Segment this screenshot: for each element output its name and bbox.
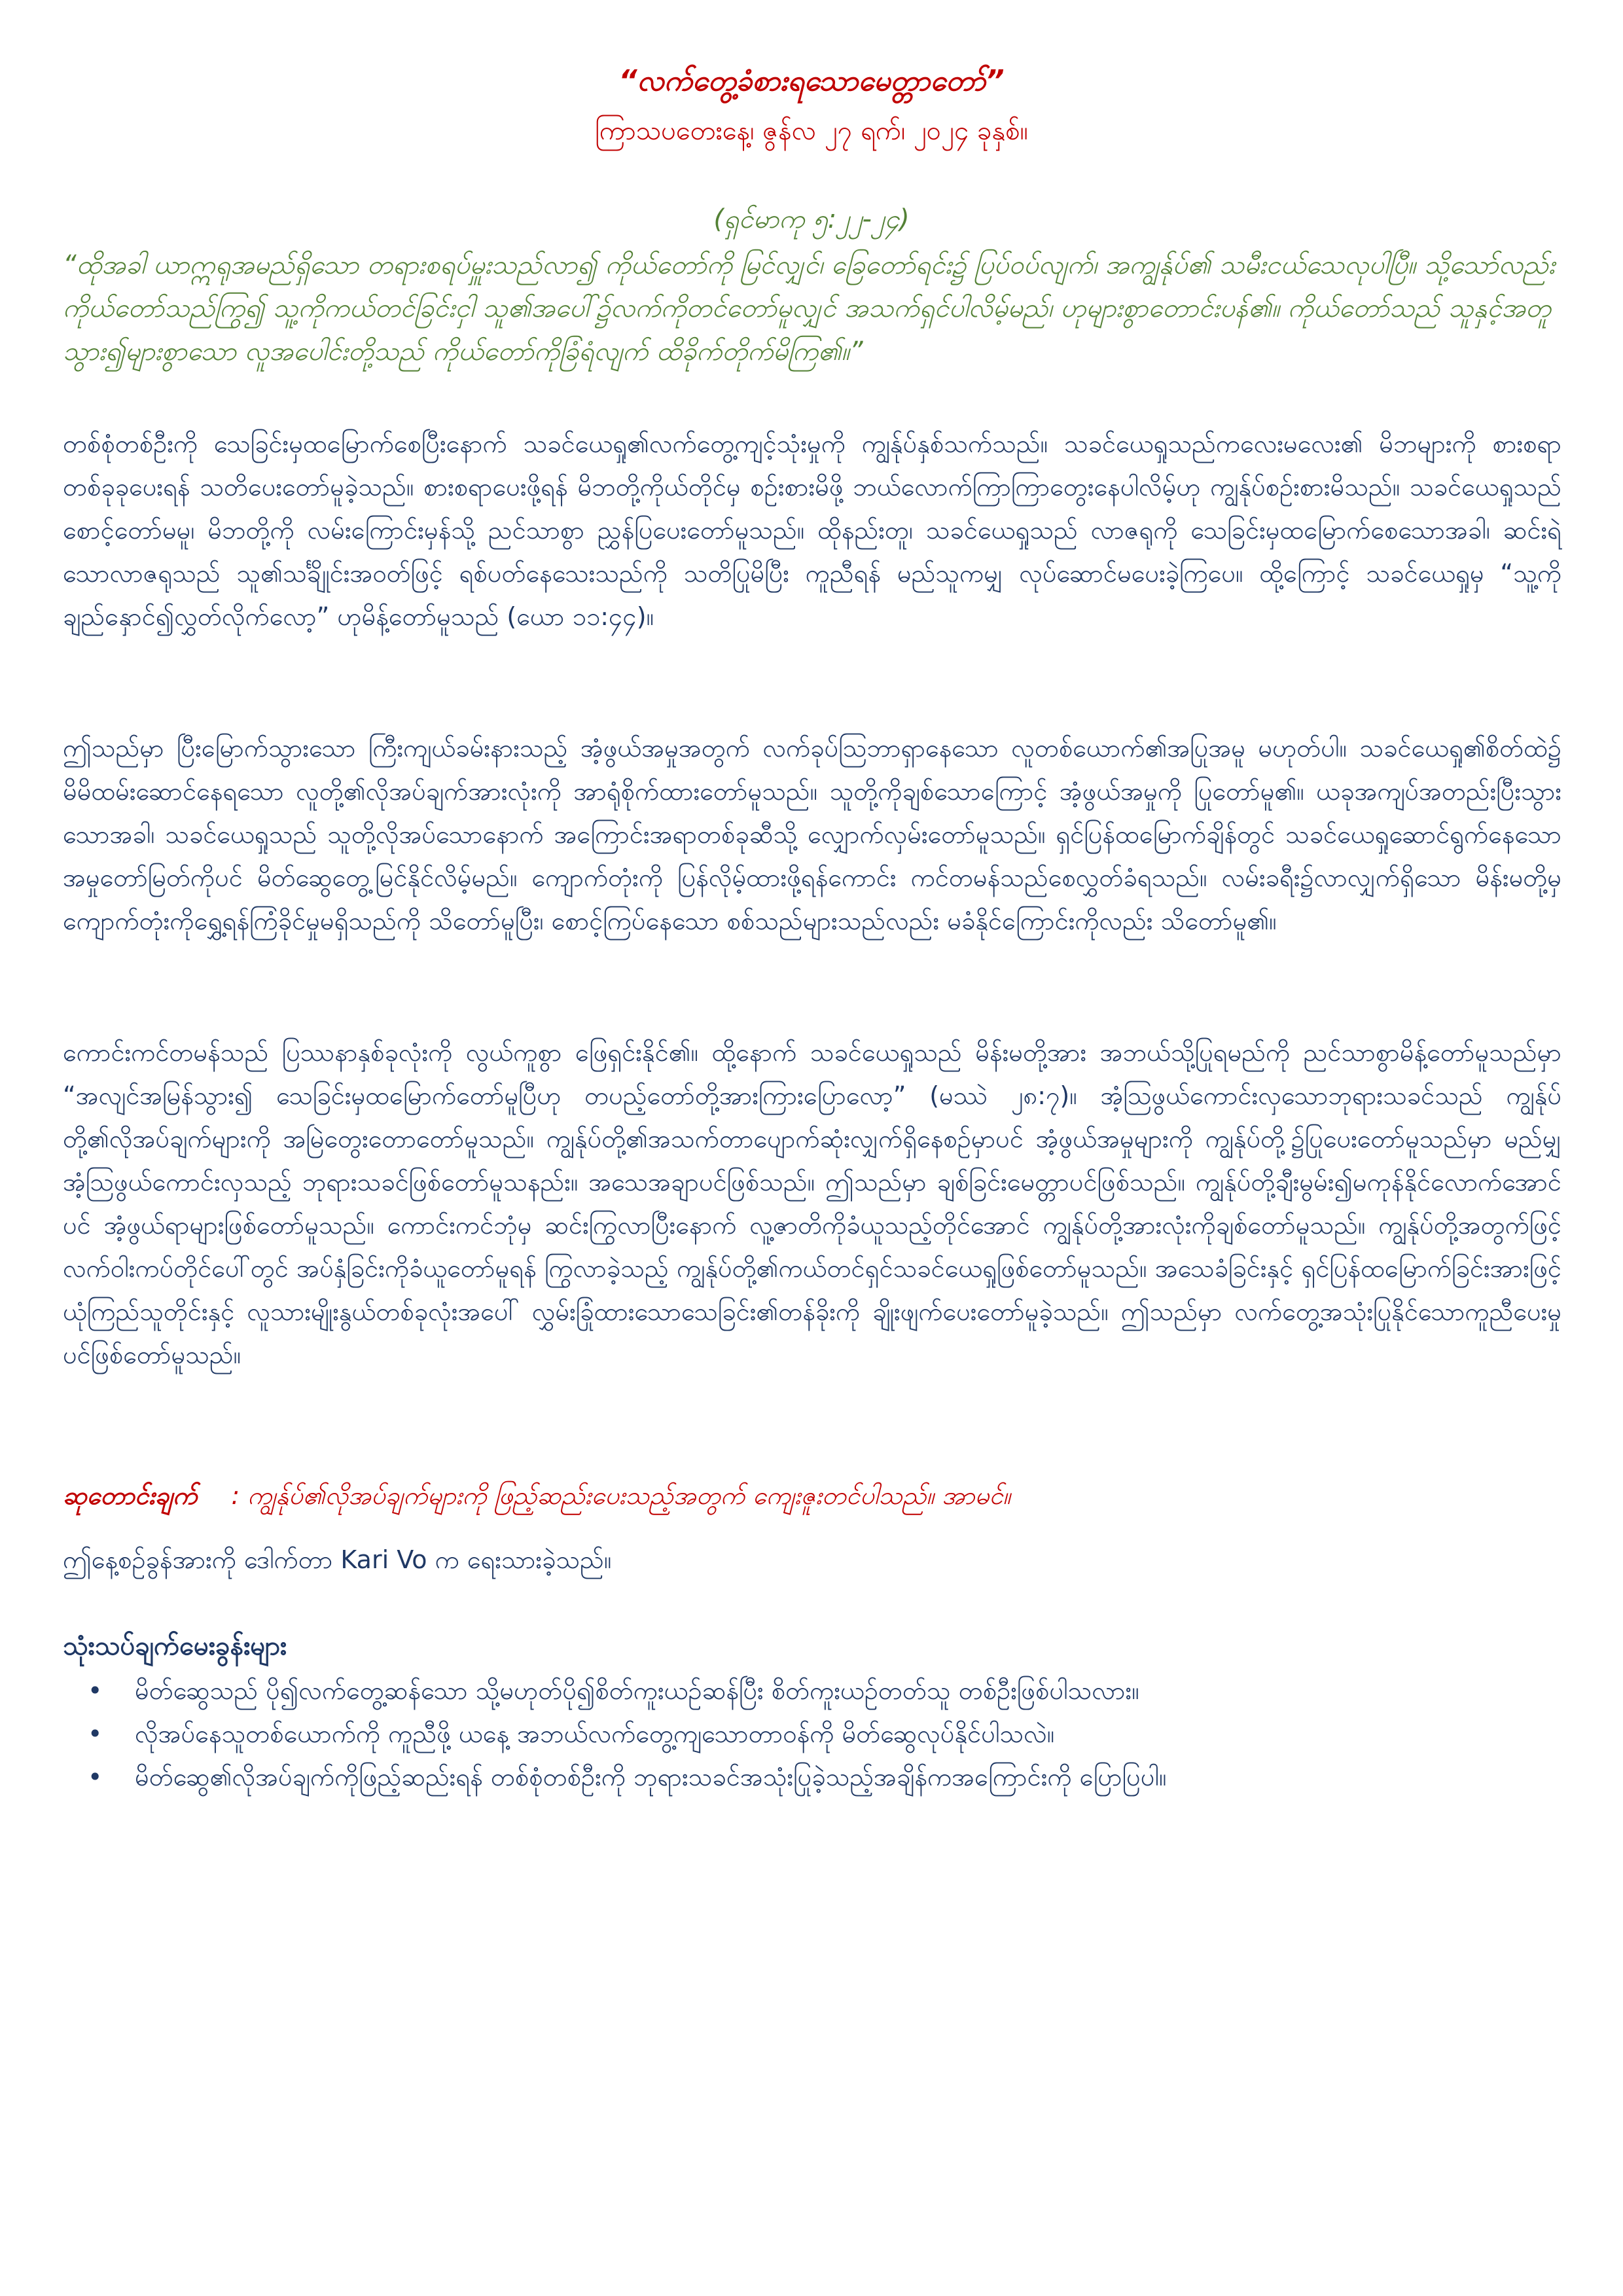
verse-reference: (ရှင်မာကု ၅:၂၂-၂၄)	[713, 204, 910, 234]
date-line: ကြာသပတေးနေ့၊ ဇွန်လ ၂၇ ရက်၊ ၂၀၂၄ ခုနှစ်။	[595, 116, 1028, 146]
list-item	[63, 1755, 1561, 1799]
bullet-icon: •	[88, 1719, 103, 1748]
body-paragraph-2: ဤသည်မှာ ပြီးမြောက်သွားသော ကြီးကျယ်ခမ်းနားသည့် အံ့ဖွယ်အမှုအတွက် လက်ခုပ်သြဘာရှာနေသော လူတစ်ယောက်၏အပြုအမူ မဟုတ်ပါ။ သခင်ယေရှု၏စိတ်ထဲ၌ မိမိထမ်းဆောင်နေရသော လူတို့၏လိုအပ်ချက်အားလုံးကို အာရုံစိုက်ထားတော်မူသည်။ သူတို့ကိုချစ်သောကြောင့် အံ့ဖွယ်အမှုကို ပြုတော်မူ၏။ ယခုအကျပ်အတည်းပြီးသွားသောအခါ၊ သခင်ယေရှုသည် သူတို့လိုအပ်သောနောက် အကြောင်းအရာတစ်ခုဆီသို့ လျှောက်လှမ်းတော်မူသည်။ ရှင်ပြန်ထမြောက်ချိန်တွင် သခင်ယေရှုဆောင်ရွက်နေသောအမှုတော်မြတ်ကိုပင် မိတ်ဆွေတွေ့မြင်နိုင်လိမ့်မည်။ ကျောက်တုံးကို ပြန်လိုမ့်ထားဖို့ရန်ကောင်း ကင်တမန်သည်စေလွှတ်ခံရသည်။ လမ်းခရီး၌လာလျှက်ရှိသော မိန်းမတို့မှ ကျောက်တုံးကိုရွှေ့ရန်ကြံခိုင်မှုမရှိသည်ကို သိတော်မူပြီး၊ စောင့်ကြပ်နေသော စစ်သည်များသည်လည်း မခံနိုင်ကြောင်းကိုလည်း သိတော်မူ၏။	[63, 734, 1561, 935]
bullet-icon: •	[88, 1676, 103, 1705]
page-title: “လက်တွေ့ခံစားရသောမေတ္တာတော်”	[618, 64, 1005, 98]
list-item	[63, 1669, 1561, 1712]
verse-text: “ထိုအခါ ယာဣရုအမည်ရှိသော တရားစရပ်မှူးသည်လာ၍ ကိုယ်တော်ကို မြင်လျှင်၊ ခြေတော်ရင်း၌ ပြပ်ဝပ်လျက်၊ အကျွန်ုပ်၏ သမီးငယ်သေလုပါပြီ။ သို့သော်လည်း ကိုယ်တော်သည်ကြွ၍ သူ့ကိုကယ်တင်ခြင်းငှါ သူ၏အပေါ်၌လက်ကိုတင်တော်မူလျှင် အသက်ရှင်ပါလိမ့်မည်၊ ဟုများစွာတောင်းပန်၏။ ကိုယ်တော်သည် သူနှင့်အတူသွား၍များစွာသော လူအပေါင်းတို့သည် ကိုယ်တော်ကိုခြံရံလျက် ထိခိုက်တိုက်မိကြ၏။”	[63, 250, 1556, 367]
author-line: ဤနေ့စဉ်ခွန်အားကို ဒေါက်တာ Kari Vo က ရေးသားခဲ့သည်။	[63, 1545, 612, 1574]
body-paragraph-1: တစ်စုံတစ်ဦးကို သေခြင်းမှထမြောက်စေပြီးနောက် သခင်ယေရှု၏လက်တွေ့ကျင့်သုံးမှုကို ကျွန်ုပ်နှစ်သက်သည်။ သခင်ယေရှုသည်ကလေးမလေး၏ မိဘများကို စားစရာတစ်ခုခုပေးရန် သတိပေးတော်မူခဲ့သည်။ စားစရာပေးဖို့ရန် မိဘတို့ကိုယ်တိုင်မှ စဉ်းစားမိဖို့ ဘယ်လောက်ကြာကြာတွေးနေပါလိမ့်ဟု ကျွန်ုပ်စဉ်းစားမိသည်။ သခင်ယေရှုသည် စောင့်တော်မမူ၊ မိဘတို့ကို လမ်းကြောင်းမှန်သို့ ညင်သာစွာ ညွှန်ပြပေးတော်မူသည်။ ထိုနည်းတူ၊ သခင်ယေရှုသည် လာဇရုကို သေခြင်းမှထမြောက်စေသောအခါ၊ ဆင်းရဲသောလာဇရုသည် သူ၏သင်္ချိုင်းအဝတ်ဖြင့် ရစ်ပတ်နေသေးသည်ကို သတိပြုမိပြီး ကူညီရန် မည်သူကမျှ လုပ်ဆောင်မပေးခဲ့ကြပေ။ ထို့ကြောင့် သခင်ယေရှုမှ “သူ့ကိုချည်နှောင်၍လွှတ်လိုက်လော့” ဟုမိန့်တော်မူသည် (ယော ၁၁:၄၄)။	[63, 429, 1561, 631]
list-item	[63, 1712, 1561, 1755]
question-text: မိတ်ဆွေ၏လိုအပ်ချက်ကိုဖြည့်ဆည်းရန် တစ်စုံတစ်ဦးကို ဘုရားသခင်အသုံးပြုခဲ့သည့်အချိန်ကအကြောင်းကို ပြောပြပါ။	[135, 1763, 1167, 1791]
bullet-icon: •	[88, 1763, 103, 1791]
prayer-label: ဆုတောင်းချက်	[63, 1481, 198, 1510]
question-text: လိုအပ်နေသူတစ်ယောက်ကို ကူညီဖို့ ယနေ့ အဘယ်လက်တွေ့ကျသောတာဝန်ကို မိတ်ဆွေလုပ်နိုင်ပါသလဲ။	[135, 1719, 1055, 1748]
questions-list	[63, 1669, 1561, 1799]
question-text: မိတ်ဆွေသည် ပို၍လက်တွေ့ဆန်သော သို့မဟုတ်ပို၍စိတ်ကူးယဉ်ဆန်ပြီး စိတ်ကူးယဉ်တတ်သူ တစ်ဦးဖြစ်ပါသလား။	[135, 1676, 1139, 1705]
questions-heading: သုံးသပ်ချက်မေးခွန်းများ	[63, 1631, 287, 1661]
body-paragraph-3: ကောင်းကင်တမန်သည် ပြဿနာနှစ်ခုလုံးကို လွယ်ကူစွာ ဖြေရှင်းနိုင်၏။ ထို့နောက် သခင်ယေရှုသည် မိန်းမတို့အား အဘယ်သို့ပြုရမည်ကို ညင်သာစွာမိန့်တော်မူသည်မှာ “အလျင်အမြန်သွား၍ သေခြင်းမှထမြောက်တော်မူပြီဟု တပည့်တော်တို့အားကြားပြောလော့” (မဿဲ ၂၈:၇)။ အံ့ဩဖွယ်ကောင်းလှသောဘုရားသခင်သည် ကျွန်ုပ်တို့၏လိုအပ်ချက်များကို အမြဲတွေးတောတော်မူသည်။ ကျွန်ုပ်တို့၏အသက်တာပျောက်ဆုံးလျှက်ရှိနေစဉ်မှာပင် အံ့ဖွယ်အမှုများကို ကျွန်ုပ်တို့၌ပြုပေးတော်မူသည်မှာ မည်မျှအံ့ဩဖွယ်ကောင်းလှသည့် ဘုရားသခင်ဖြစ်တော်မူသနည်း။ အသေအချာပင်ဖြစ်သည်။ ဤသည်မှာ ချစ်ခြင်းမေတ္တာပင်ဖြစ်သည်။ ကျွန်ုပ်တို့ချီးမွမ်း၍မကုန်နိုင်လောက်အောင်ပင် အံ့ဖွယ်ရာများဖြစ်တော်မူသည်။ ကောင်းကင်ဘုံမှ ဆင်းကြွလာပြီးနောက် လူ့ဇာတိကိုခံယူသည့်တိုင်အောင် ကျွန်ုပ်တို့အားလုံးကိုချစ်တော်မူသည်။ ကျွန်ုပ်တို့အတွက်ဖြင့် လက်ဝါးကပ်တိုင်ပေါ်တွင် အပ်နှံခြင်းကိုခံယူတော်မူရန် ကြွလာခဲ့သည့် ကျွန်ုပ်တို့၏ကယ်တင်ရှင်သခင်ယေရှုဖြစ်တော်မူသည်။ အသေခံခြင်းနှင့် ရှင်ပြန်ထမြောက်ခြင်းအားဖြင့် ယုံကြည်သူတိုင်းနှင့် လူသားမျိုးနွယ်တစ်ခုလုံးအပေါ် လွှမ်းခြုံထားသောသေခြင်း၏တန်ခိုးကို ချိုးဖျက်ပေးတော်မူခဲ့သည်။ ဤသည်မှာ လက်တွေ့အသုံးပြုနိုင်သောကူညီပေးမှုပင်ဖြစ်တော်မူသည်။	[63, 1038, 1561, 1369]
prayer-text: : ကျွန်ုပ်၏လိုအပ်ချက်များကို ဖြည့်ဆည်းပေးသည့်အတွက် ကျေးဇူးတင်ပါသည်။ အာမင်။	[231, 1481, 1011, 1510]
prayer-line	[63, 1474, 1561, 1517]
